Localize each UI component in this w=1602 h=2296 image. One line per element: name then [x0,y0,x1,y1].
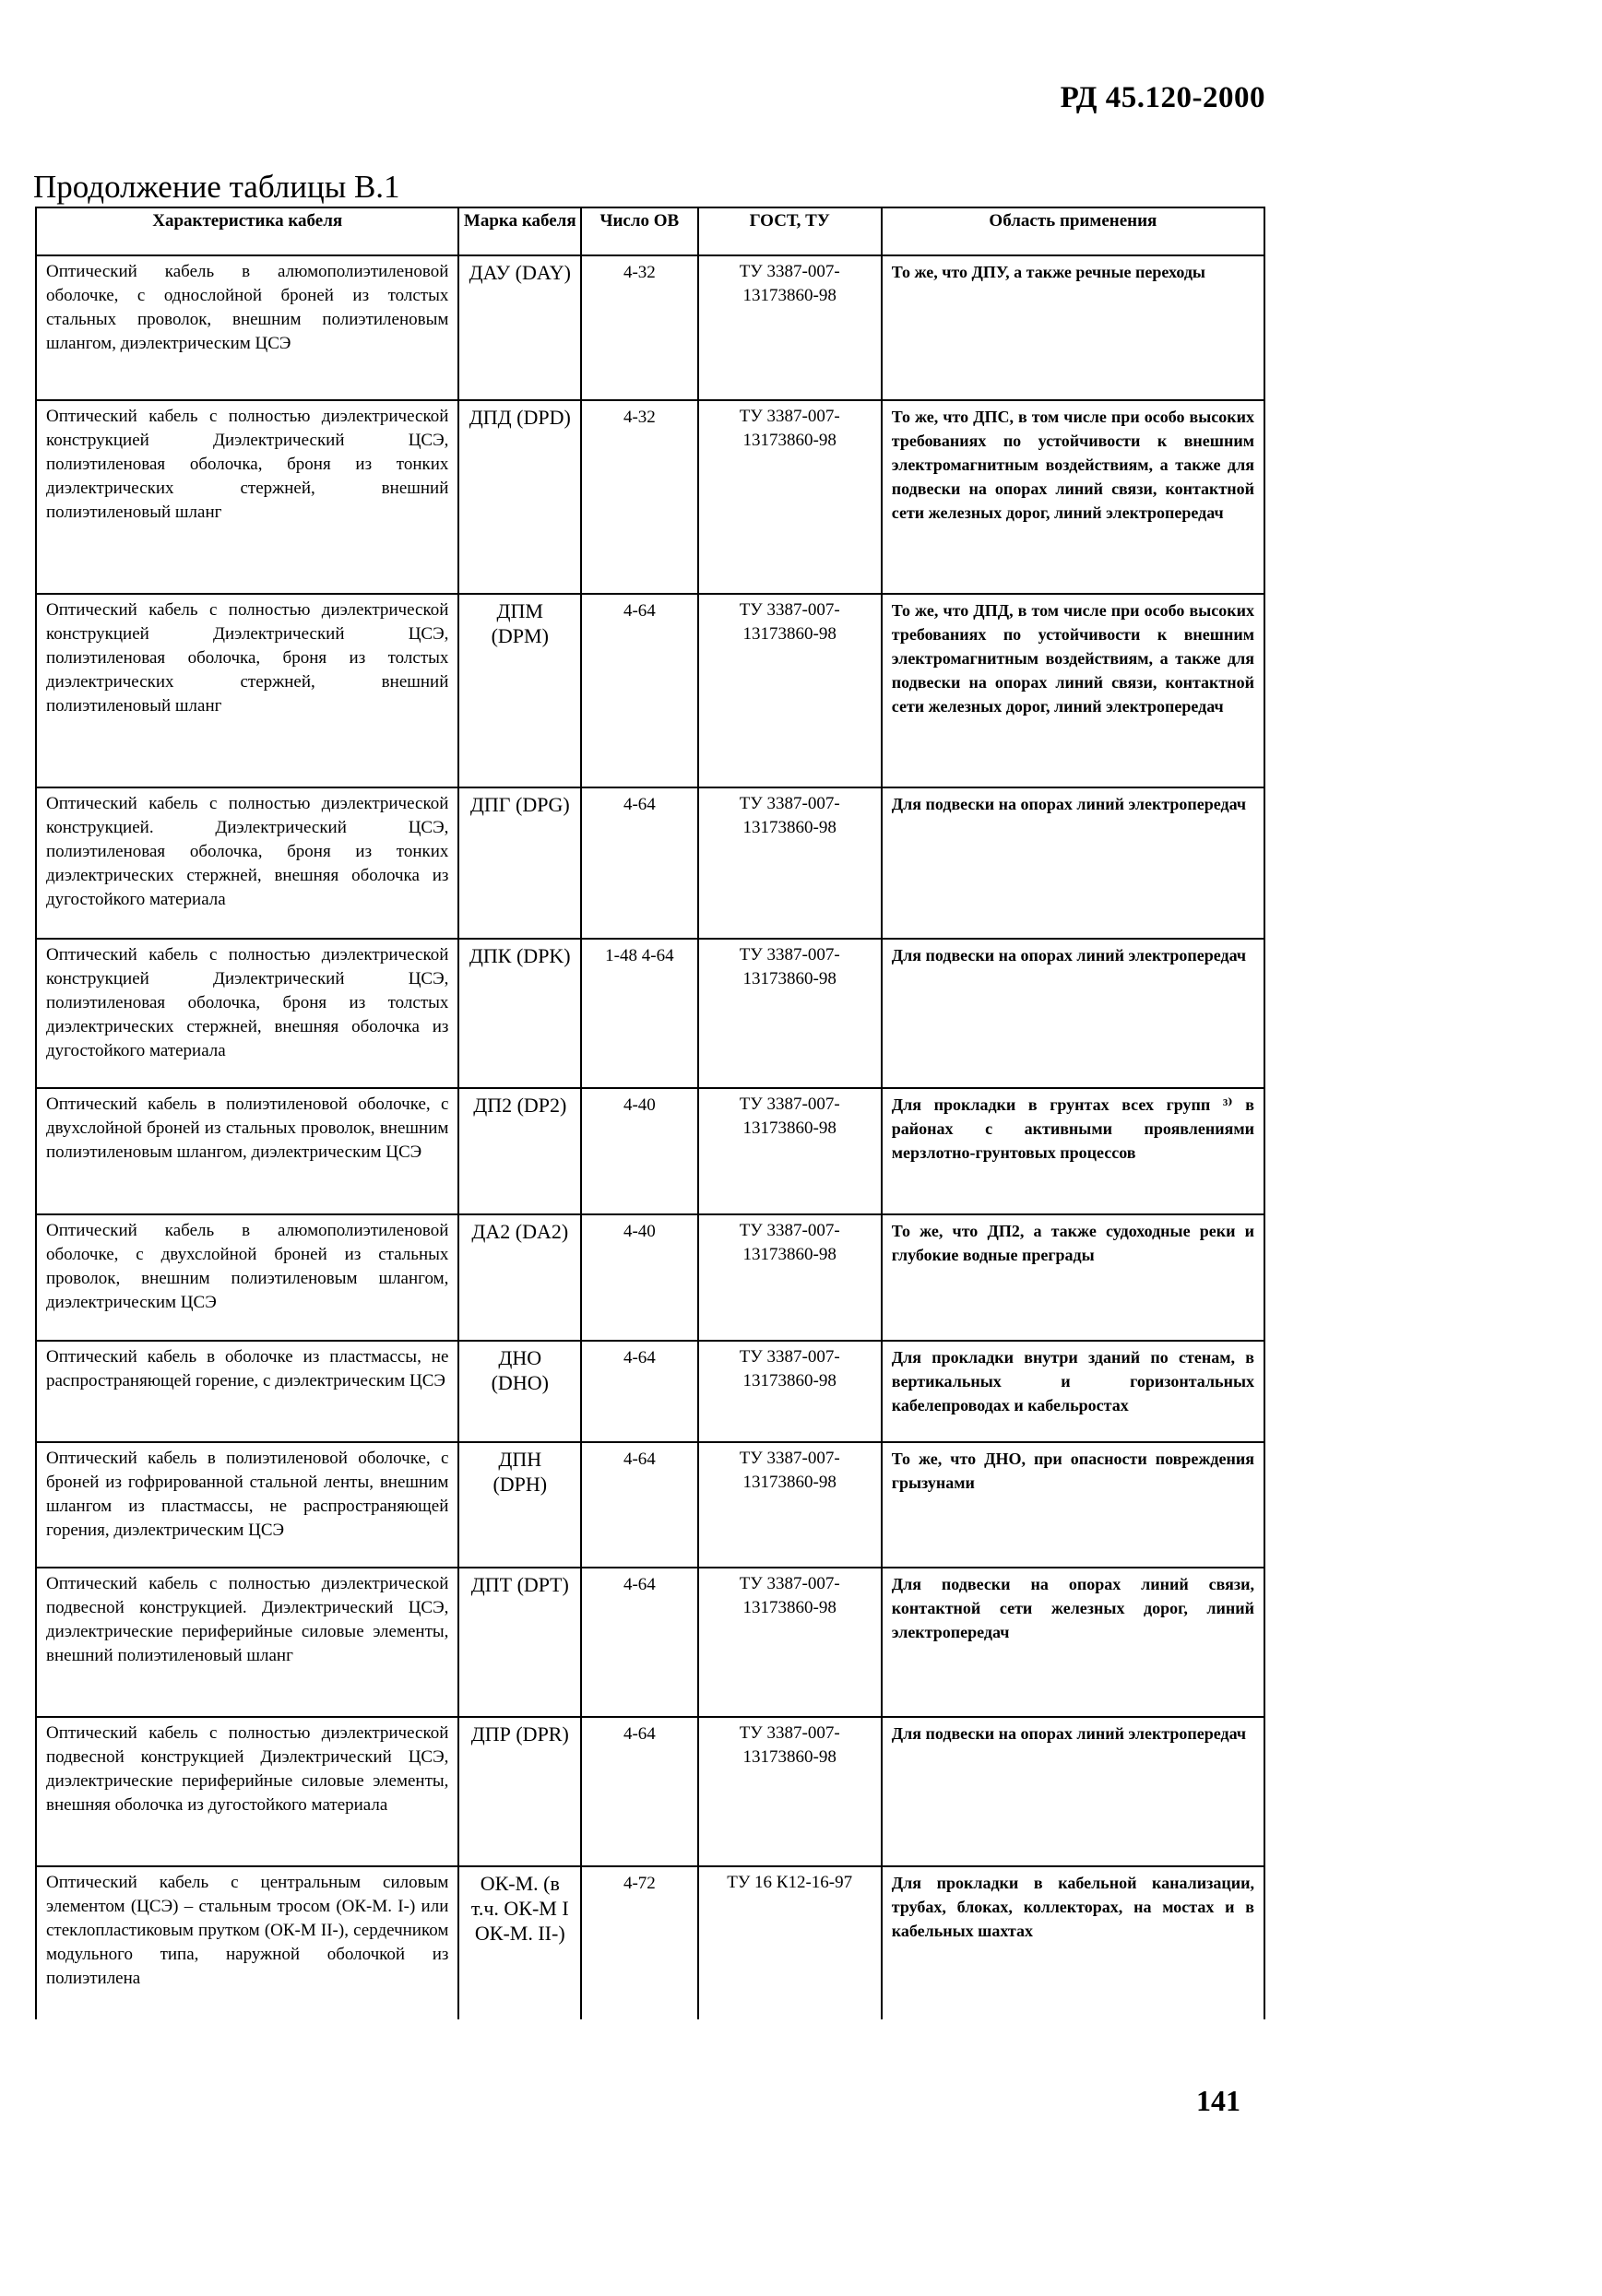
cell-description: Оптический кабель с полностью диэлектрической подвесной конструкцией Диэлектрический ЦСЭ, диэлектрические периферийные силовые элементы, внешняя оболочка из дугостойкого материала [36,1717,458,1866]
table-row [36,1088,1264,1214]
cell-gost: ТУ 3387-007-13173860-98 [698,1088,882,1214]
cell-fibers: 4-64 [581,594,697,787]
table-row [36,1214,1264,1341]
cell-mark: ДПД (DPD) [458,400,581,594]
cell-application: Для прокладки внутри зданий по стенам, в вертикальных и горизонтальных кабелепроводах и кабельростах [882,1341,1264,1442]
cell-gost: ТУ 3387-007-13173860-98 [698,1442,882,1568]
cell-application: То же, что ДНО, при опасности повреждения грызунами [882,1442,1264,1568]
cell-description: Оптический кабель с центральным силовым элементом (ЦСЭ) – стальным тросом (ОК-М. I-) или стеклопластиковым прутком (ОК-М II-), сердечником модульного типа, наружной оболочкой из полиэтилена [36,1866,458,2019]
cell-application: Для подвески на опорах линий электропередач [882,787,1264,939]
cell-application: Для прокладки в кабельной канализации, трубах, блоках, коллекторах, на мостах и в кабельных шахтах [882,1866,1264,2019]
cell-description: Оптический кабель с полностью диэлектрической конструкцией. Диэлектрический ЦСЭ, полиэтиленовая оболочка, броня из тонких диэлектрических стержней, внешняя оболочка из дугостойкого материала [36,787,458,939]
table-row [36,1568,1264,1717]
cell-description: Оптический кабель в алюмополиэтиленовой оболочке, с двухслойной броней из стальных проволок, внешним полиэтиленовым шлангом, диэлектрическим ЦСЭ [36,1214,458,1341]
table-row [36,255,1264,400]
cell-gost: ТУ 16 К12-16-97 [698,1866,882,2019]
cell-application: То же, что ДПУ, а также речные переходы [882,255,1264,400]
table-header-row [36,207,1264,255]
cell-fibers: 4-64 [581,1341,697,1442]
table-row [36,1442,1264,1568]
table-row [36,939,1264,1088]
table-row [36,1717,1264,1866]
header-application-area: Область применения [882,207,1264,255]
cell-application: То же, что ДПС, в том числе при особо высоких требованиях по устойчивости к внешним электромагнитным воздействиям, а также для подвески на опорах линий связи, контактной сети железных дорог, линий электропередач [882,400,1264,594]
cell-fibers: 4-72 [581,1866,697,2019]
table-continuation-title: Продолжение таблицы В.1 [33,169,400,205]
cell-application: То же, что ДП2, а также судоходные реки и глубокие водные преграды [882,1214,1264,1341]
table-row [36,594,1264,787]
document-code: РД 45.120-2000 [1060,81,1265,114]
cell-mark: ДП2 (DP2) [458,1088,581,1214]
cell-mark: ДПМ (DPM) [458,594,581,787]
cell-description: Оптический кабель в оболочке из пластмассы, не распространяющей горение, с диэлектрическим ЦСЭ [36,1341,458,1442]
cell-fibers: 4-64 [581,787,697,939]
header-mark: Марка кабеля [458,207,581,255]
header-characteristic: Характеристика кабеля [36,207,458,255]
cell-fibers: 4-32 [581,400,697,594]
cell-mark: ОК-М. (в т.ч. ОК-М I ОК-М. II-) [458,1866,581,2019]
cell-gost: ТУ 3387-007-13173860-98 [698,787,882,939]
cell-mark: ДПГ (DPG) [458,787,581,939]
cell-fibers: 4-40 [581,1214,697,1341]
cell-mark: ДАУ (DAY) [458,255,581,400]
cell-gost: ТУ 3387-007-13173860-98 [698,939,882,1088]
cell-application: То же, что ДПД, в том числе при особо высоких требованиях по устойчивости к внешним электромагнитным воздействиям, а также для подвески на опорах линий связи, контактной сети железных дорог, линий электропередач [882,594,1264,787]
cell-mark: ДНО (DHO) [458,1341,581,1442]
table-row [36,1341,1264,1442]
cell-gost: ТУ 3387-007-13173860-98 [698,1568,882,1717]
cell-gost: ТУ 3387-007-13173860-98 [698,1341,882,1442]
cell-fibers: 1-48 4-64 [581,939,697,1088]
header-fiber-count: Число ОВ [581,207,697,255]
table-row [36,400,1264,594]
cell-mark: ДПТ (DPT) [458,1568,581,1717]
cable-spec-table [35,207,1265,2019]
cell-description: Оптический кабель с полностью диэлектрической конструкцией Диэлектрический ЦСЭ, полиэтиленовая оболочка, броня из тонких диэлектрических стержней, внешний полиэтиленовый шланг [36,400,458,594]
cell-description: Оптический кабель в полиэтиленовой оболочке, с двухслойной броней из стальных проволок, внешним полиэтиленовым шлангом, диэлектрическим ЦСЭ [36,1088,458,1214]
cell-fibers: 4-40 [581,1088,697,1214]
table-row [36,1866,1264,2019]
cell-gost: ТУ 3387-007-13173860-98 [698,1214,882,1341]
cell-description: Оптический кабель с полностью диэлектрической подвесной конструкцией. Диэлектрический ЦСЭ, диэлектрические периферийные силовые элементы, внешний полиэтиленовый шланг [36,1568,458,1717]
table-row [36,787,1264,939]
cell-description: Оптический кабель в полиэтиленовой оболочке, с броней из гофрированной стальной ленты, внешним шлангом из пластмассы, не распространяющей горения, диэлектрическим ЦСЭ [36,1442,458,1568]
cell-gost: ТУ 3387-007-13173860-98 [698,255,882,400]
page-number: 141 [1196,2084,1240,2117]
cell-description: Оптический кабель в алюмополиэтиленовой оболочке, с однослойной броней из толстых стальных проволок, внешним полиэтиленовым шлангом, диэлектрическим ЦСЭ [36,255,458,400]
cell-application: Для подвески на опорах линий электропередач [882,1717,1264,1866]
cell-application: Для прокладки в грунтах всех групп ³⁾ в районах с активными проявлениями мерзлотно-грунтовых процессов [882,1088,1264,1214]
cell-fibers: 4-64 [581,1442,697,1568]
cell-gost: ТУ 3387-007-13173860-98 [698,1717,882,1866]
cell-mark: ДА2 (DA2) [458,1214,581,1341]
cell-gost: ТУ 3387-007-13173860-98 [698,400,882,594]
cell-mark: ДПН (DPH) [458,1442,581,1568]
cell-gost: ТУ 3387-007-13173860-98 [698,594,882,787]
cell-mark: ДПК (DPK) [458,939,581,1088]
cell-application: Для подвески на опорах линий электропередач [882,939,1264,1088]
cell-fibers: 4-64 [581,1717,697,1866]
cell-fibers: 4-32 [581,255,697,400]
cell-mark: ДПР (DPR) [458,1717,581,1866]
cell-application: Для подвески на опорах линий связи, контактной сети железных дорог, линий электропередач [882,1568,1264,1717]
header-gost: ГОСТ, ТУ [698,207,882,255]
cell-fibers: 4-64 [581,1568,697,1717]
cell-description: Оптический кабель с полностью диэлектрической конструкцией Диэлектрический ЦСЭ, полиэтиленовая оболочка, броня из толстых диэлектрических стержней, внешний полиэтиленовый шланг [36,594,458,787]
cell-description: Оптический кабель с полностью диэлектрической конструкцией Диэлектрический ЦСЭ, полиэтиленовая оболочка, броня из толстых диэлектрических стержней, внешняя оболочка из дугостойкого материала [36,939,458,1088]
